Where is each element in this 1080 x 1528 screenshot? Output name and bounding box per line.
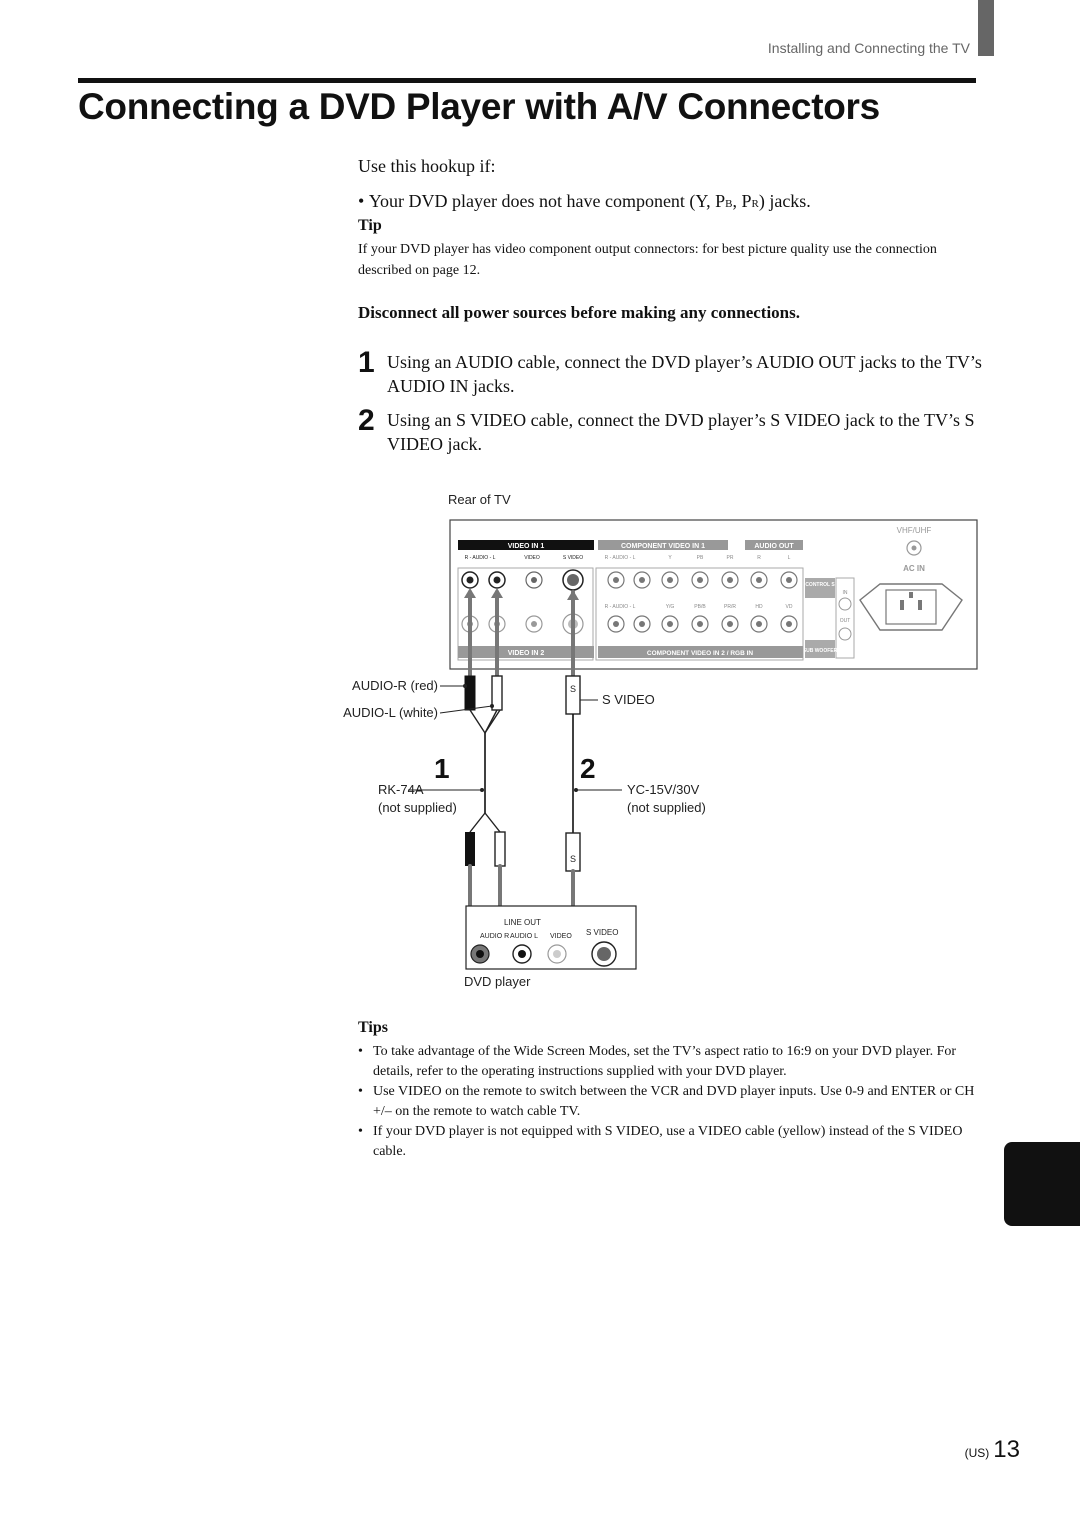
comp-y-sublabel: Y	[668, 555, 672, 561]
tips-heading: Tips	[358, 1019, 388, 1036]
bullet-text-mid: , P	[732, 191, 752, 211]
chapter-side-tab	[1004, 1142, 1080, 1226]
component-in-2-label: COMPONENT VIDEO IN 2 / RGB IN	[646, 650, 754, 657]
comp-audio-sublabel: R - AUDIO - L	[604, 555, 636, 561]
connection-diagram	[320, 488, 980, 1000]
component-in-1-label: COMPONENT VIDEO IN 1	[620, 543, 706, 550]
vhf-uhf-label: VHF/UHF	[896, 526, 932, 535]
control-out-label: OUT	[839, 618, 851, 624]
step-text: Using an S VIDEO cable, connect the DVD player’s S VIDEO jack to the TV’s S VIDEO jack.	[387, 410, 975, 454]
control-in-label: IN	[842, 590, 848, 596]
svideo-plug-dvd-end	[566, 833, 580, 871]
page-number	[965, 1436, 1020, 1464]
dvd-audio-l-label: AUDIO L	[510, 933, 539, 940]
comp2-pbb-sublabel: PB/B	[694, 604, 706, 610]
header-tab-marker	[978, 0, 994, 56]
step-2	[358, 404, 978, 458]
svg-text:S: S	[569, 684, 577, 694]
audio-out-l: L	[787, 555, 791, 561]
s-video-label: S VIDEO	[602, 692, 655, 707]
region-code: (US)	[964, 1446, 990, 1460]
svideo-sublabel: S VIDEO	[562, 555, 584, 561]
dvd-player-label: DVD player	[464, 974, 531, 989]
video-in-2-label: VIDEO IN 2	[507, 650, 545, 657]
audio-r-label: AUDIO-R (red)	[352, 678, 438, 693]
audio-l-label: AUDIO-L (white)	[343, 705, 438, 720]
tip-item: • If your DVD player is not equipped with S VIDEO, use a VIDEO cable (yellow) instead of the S VIDEO cable.	[358, 1122, 978, 1162]
step-number: 1	[358, 346, 375, 379]
tv-rear-panel	[450, 520, 977, 669]
video-in-1-label: VIDEO IN 1	[507, 543, 545, 550]
sub-woofer-label: SUB WOOFER	[802, 648, 838, 654]
bullet-sub-r: R	[751, 198, 759, 210]
diagram-step-2: 2	[580, 753, 596, 784]
tips-list	[358, 1042, 978, 1162]
dvd-audio-r-label: AUDIO R	[480, 933, 510, 940]
dvd-svideo-label: S VIDEO	[586, 928, 619, 937]
ac-in-label: AC IN	[903, 564, 925, 573]
comp-pr-sublabel: PR	[726, 555, 734, 561]
tip-item: • Use VIDEO on the remote to switch between the VCR and DVD player inputs. Use 0-9 and ENTER or CH +/– on the remote to watch cable TV.	[358, 1082, 978, 1122]
comp2-hd-sublabel: HD	[755, 604, 763, 610]
audio-plugs-tv-end	[465, 676, 502, 733]
dvd-video-label: VIDEO	[550, 933, 572, 940]
dvd-player-panel	[466, 906, 636, 969]
svideo-plug-tv-end	[566, 676, 580, 714]
condition-bullet: • Your DVD player does not have component (Y, PB, PR) jacks.	[358, 191, 811, 211]
bullet-text-start: Your DVD player does not have component (Y, P	[368, 191, 726, 211]
tip-item: • To take advantage of the Wide Screen Modes, set the TV’s aspect ratio to 16:9 on your DVD player. For details, refer to the operating instructions supplied with your DVD player.	[358, 1042, 978, 1082]
intro-text: Use this hookup if:	[358, 156, 496, 176]
page-title: Connecting a DVD Player with A/V Connectors	[78, 86, 880, 127]
bullet-text-end: ) jacks.	[758, 191, 811, 211]
audio-out-label: AUDIO OUT	[754, 543, 794, 550]
step-number: 2	[358, 404, 375, 437]
audio-out-r: R	[757, 555, 761, 561]
step-1	[358, 346, 982, 400]
power-warning: Disconnect all power sources before making any connections.	[358, 303, 800, 322]
cable2-model: YC-15V/30V	[627, 782, 700, 797]
comp2-prr-sublabel: PR/R	[724, 604, 736, 610]
line-out-label: LINE OUT	[504, 918, 541, 927]
comp2-vd-sublabel: VD	[785, 604, 793, 610]
rear-of-tv-label: Rear of TV	[448, 492, 511, 507]
cable2-note: (not supplied)	[627, 800, 706, 815]
comp-pb-sublabel: PB	[696, 555, 704, 561]
cable1-model: RK-74A	[378, 782, 424, 797]
page-number-value: 13	[993, 1436, 1020, 1463]
control-s-label: CONTROL S	[805, 582, 835, 588]
audio-sublabel: R - AUDIO - L	[464, 555, 496, 561]
step-text: Using an AUDIO cable, connect the DVD player’s AUDIO OUT jacks to the TV’s AUDIO IN jacks.	[387, 352, 982, 396]
svg-text:S: S	[569, 854, 577, 864]
diagram-step-1: 1	[434, 753, 450, 784]
tip-heading: Tip	[358, 217, 382, 234]
bullet-sub-b: B	[725, 198, 733, 210]
comp2-yg-sublabel: Y/G	[665, 604, 675, 610]
title-rule	[78, 78, 976, 83]
middle-cables	[485, 714, 573, 833]
control-s-label-box	[805, 578, 835, 598]
comp2-audio-sublabel: R - AUDIO - L	[604, 604, 636, 610]
audio-plugs-dvd-end	[465, 813, 505, 866]
cable1-note: (not supplied)	[378, 800, 457, 815]
video-sublabel: VIDEO	[524, 555, 540, 561]
tip-body: If your DVD player has video component output connectors: for best picture quality use the connection described on page 12.	[358, 242, 937, 278]
running-header: Installing and Connecting the TV	[767, 40, 970, 56]
